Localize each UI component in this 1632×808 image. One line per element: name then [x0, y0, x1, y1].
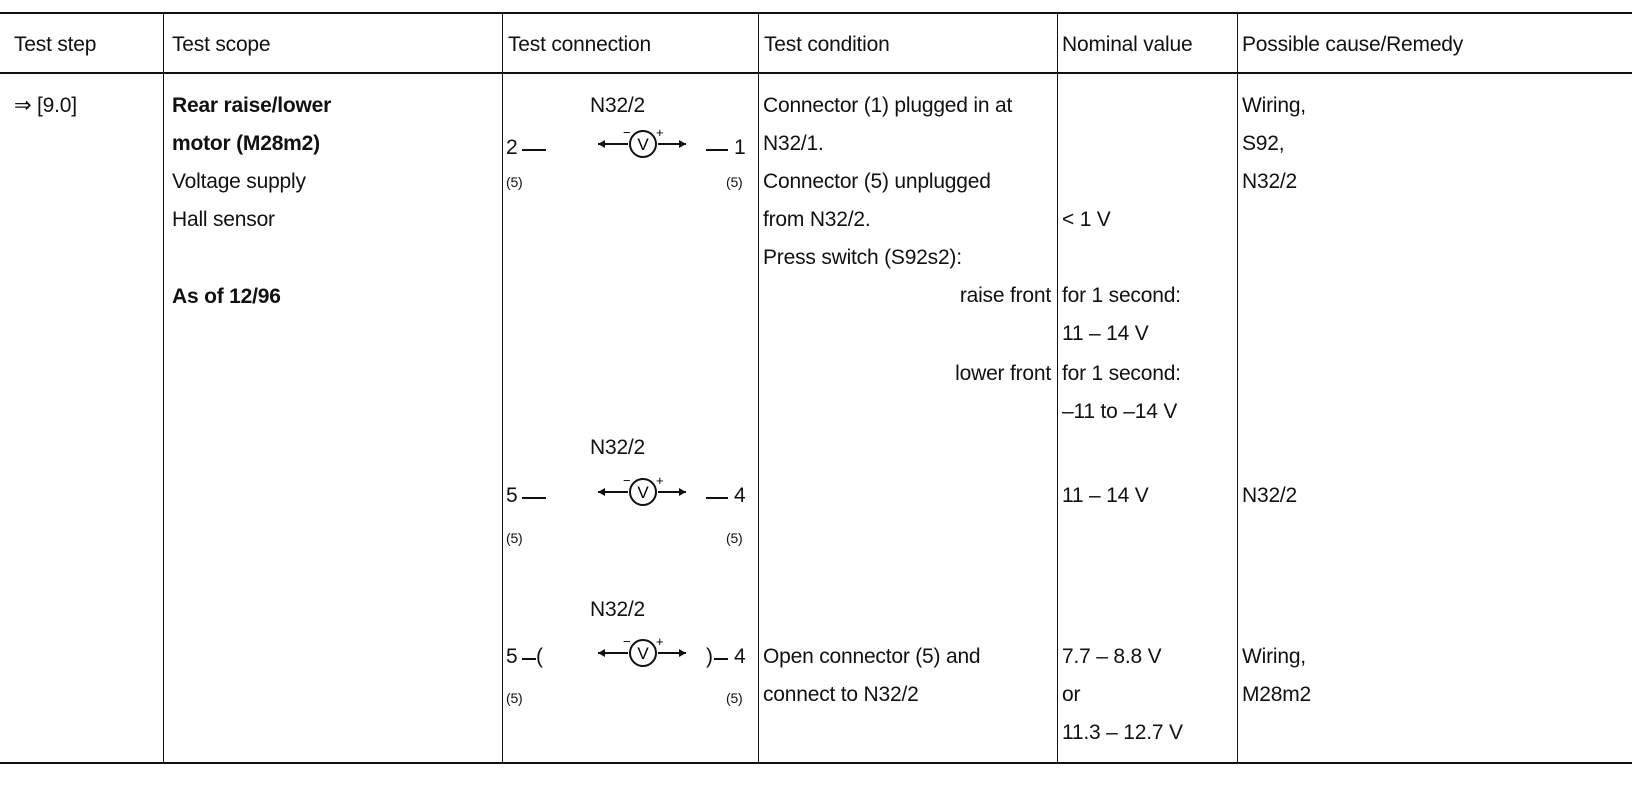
column-divider-1: [163, 12, 164, 764]
connection-3-left-lead: [522, 658, 536, 660]
connection-1-unit: N32/2: [590, 94, 646, 117]
nominal-hall-voltage-1: 7.7 – 8.8 V: [1062, 645, 1162, 668]
scope-as-of: As of 12/96: [172, 285, 281, 308]
svg-text:−: −: [623, 473, 631, 488]
nominal-lower-duration: for 1 second:: [1062, 362, 1181, 385]
nominal-or: or: [1062, 683, 1081, 706]
connection-1-right-connector: (5): [726, 174, 743, 190]
svg-text:−: −: [623, 125, 631, 140]
scope-title-line-1: Rear raise/lower: [172, 94, 332, 117]
connection-1-left-pin: 2: [506, 136, 518, 159]
nominal-lower-voltage: –11 to –14 V: [1062, 400, 1178, 423]
nominal-under-1v: < 1 V: [1062, 208, 1111, 231]
connection-1-meter-symbol: V: [637, 135, 649, 154]
connection-2-unit: N32/2: [590, 436, 646, 459]
condition-line-2: N32/1.: [763, 132, 824, 155]
condition-line-3: Connector (5) unplugged: [763, 170, 991, 193]
condition-line-4: from N32/2.: [763, 208, 871, 231]
nominal-hall-voltage-2: 11.3 – 12.7 V: [1062, 721, 1183, 744]
header-test-condition: Test condition: [764, 33, 890, 56]
condition-lower-front: lower front: [955, 362, 1051, 385]
column-divider-4: [1057, 12, 1058, 764]
header-bottom-rule: [0, 72, 1632, 74]
connection-3-left-connector: (5): [506, 690, 523, 706]
remedy-wiring-1: Wiring,: [1242, 94, 1306, 117]
column-divider-3: [758, 12, 759, 764]
remedy-s92: S92,: [1242, 132, 1285, 155]
connection-1-left-connector: (5): [506, 174, 523, 190]
nominal-raise-duration: for 1 second:: [1062, 284, 1181, 307]
connection-3-right-lead: [714, 658, 728, 660]
table-bottom-rule: [0, 762, 1632, 764]
connection-2-left-lead: [522, 497, 546, 499]
connection-3-right-pin: 4: [734, 645, 746, 668]
connection-3-left-pin: 5: [506, 645, 518, 668]
remedy-wiring-2: Wiring,: [1242, 645, 1306, 668]
connection-1-left-lead: [522, 149, 546, 151]
condition-raise-front: raise front: [959, 284, 1051, 307]
scope-hall-sensor: Hall sensor: [172, 208, 275, 231]
condition-line-1: Connector (1) plugged in at: [763, 94, 1013, 117]
connection-3-unit: N32/2: [590, 598, 646, 621]
header-test-scope: Test scope: [172, 33, 271, 56]
condition-connect-to: connect to N32/2: [763, 683, 919, 706]
remedy-n32-2-first: N32/2: [1242, 170, 1298, 193]
connection-2-left-pin: 5: [506, 484, 518, 507]
remedy-m28m2: M28m2: [1242, 683, 1312, 706]
connection-2-right-lead: [706, 497, 728, 499]
connection-3-right-open-icon: ): [706, 645, 713, 668]
connection-2-meter-symbol: V: [637, 483, 649, 502]
connection-2-right-pin: 4: [734, 484, 746, 507]
header-test-connection: Test connection: [508, 33, 651, 56]
connection-2-voltmeter-icon: [598, 473, 688, 508]
nominal-raise-voltage: 11 – 14 V: [1062, 322, 1149, 345]
scope-title-line-2: motor (M28m2): [172, 132, 320, 155]
column-divider-5: [1237, 12, 1238, 764]
table-top-rule: [0, 12, 1632, 14]
connection-1-right-lead: [706, 149, 728, 151]
svg-text:+: +: [656, 125, 664, 140]
test-step-reference: ⇒ [9.0]: [14, 94, 77, 117]
connection-3-right-connector: (5): [726, 690, 743, 706]
connection-2-right-connector: (5): [726, 530, 743, 546]
header-nominal-value: Nominal value: [1062, 33, 1193, 56]
connection-1-right-pin: 1: [734, 136, 746, 159]
connection-3-meter-symbol: V: [637, 644, 649, 663]
column-divider-2: [502, 12, 503, 764]
svg-text:+: +: [656, 473, 664, 488]
connection-3-left-open-icon: (: [536, 645, 543, 668]
condition-open-connector: Open connector (5) and: [763, 645, 981, 668]
connection-1-voltmeter-icon: [598, 125, 688, 160]
connection-3-voltmeter-icon: [598, 634, 688, 669]
header-test-step: Test step: [14, 33, 97, 56]
connection-2-left-connector: (5): [506, 530, 523, 546]
condition-line-5: Press switch (S92s2):: [763, 246, 962, 269]
svg-text:+: +: [656, 634, 664, 649]
remedy-n32-2-second: N32/2: [1242, 484, 1298, 507]
scope-voltage-supply: Voltage supply: [172, 170, 306, 193]
header-possible-cause: Possible cause/Remedy: [1242, 33, 1464, 56]
svg-text:−: −: [623, 634, 631, 649]
nominal-supply-voltage: 11 – 14 V: [1062, 484, 1149, 507]
